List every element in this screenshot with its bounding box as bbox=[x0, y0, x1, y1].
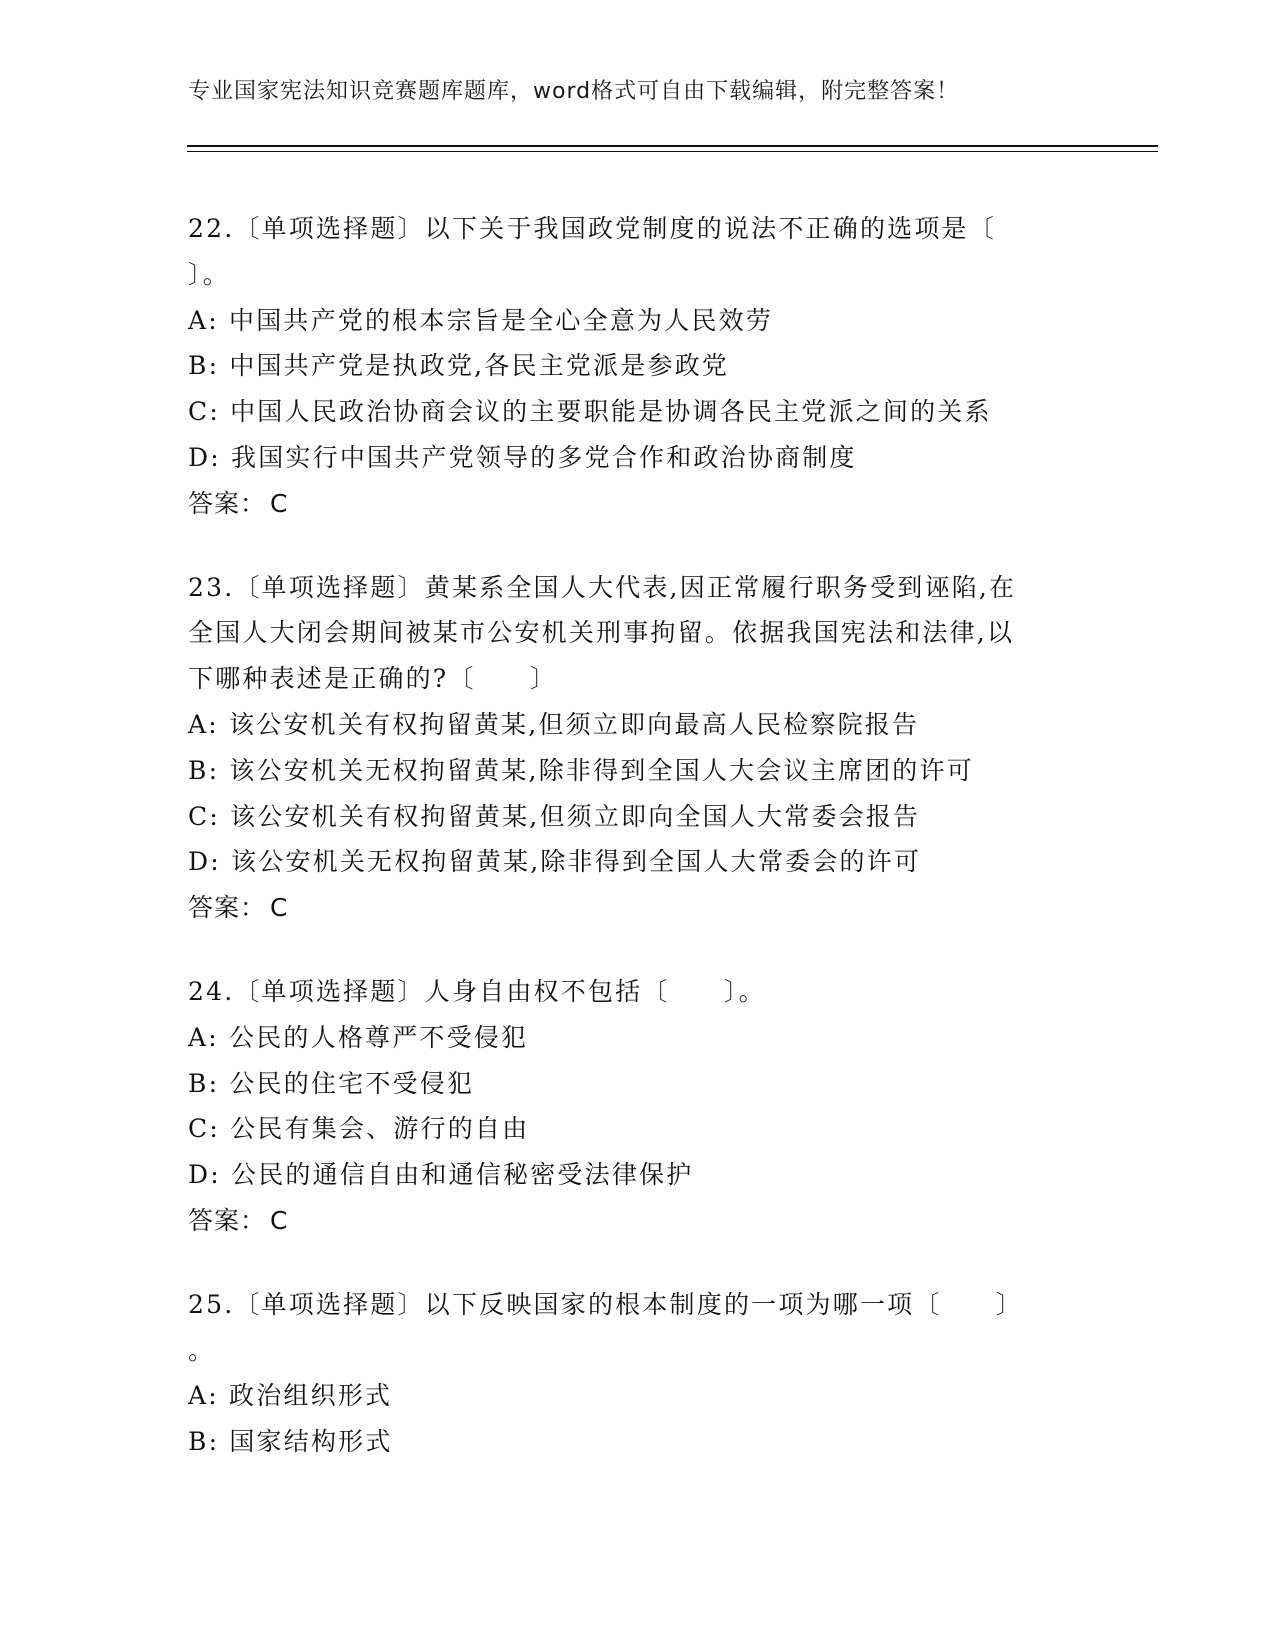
answer-value: C bbox=[270, 1205, 289, 1235]
option-b: B: 公民的住宅不受侵犯 bbox=[188, 1068, 475, 1098]
option-c: C: 中国人民政治协商会议的主要职能是协调各民主党派之间的关系 bbox=[188, 397, 992, 427]
question-stem-line: 下哪种表述是正确的?〔 〕 bbox=[188, 664, 558, 694]
option-c: C: 公民有集会、游行的自由 bbox=[188, 1114, 530, 1144]
header-divider-thin bbox=[187, 151, 1158, 152]
option-d: D: 该公安机关无权拘留黄某,除非得到全国人大常委会的许可 bbox=[188, 847, 922, 877]
answer-line bbox=[188, 885, 1088, 931]
question-24 bbox=[188, 969, 1088, 1244]
option-a: A: 公民的人格尊严不受侵犯 bbox=[188, 1022, 529, 1052]
question-stem-line: 24.〔单项选择题〕人身自由权不包括〔 〕。 bbox=[188, 976, 766, 1006]
option-d: D: 公民的通信自由和通信秘密受法律保护 bbox=[188, 1160, 694, 1190]
answer-value: C bbox=[270, 488, 289, 518]
header-divider bbox=[187, 145, 1158, 147]
option-a: A: 该公安机关有权拘留黄某,但须立即向最高人民检察院报告 bbox=[188, 709, 920, 739]
question-22 bbox=[188, 206, 1088, 527]
question-25 bbox=[188, 1282, 1088, 1465]
answer-value: C bbox=[270, 893, 289, 923]
question-stem-line: 25.〔单项选择题〕以下反映国家的根本制度的一项为哪一项〔 〕 bbox=[188, 1289, 1024, 1319]
option-b: B: 该公安机关无权拘留黄某,除非得到全国人大会议主席团的许可 bbox=[188, 755, 974, 785]
answer-line bbox=[188, 1198, 1088, 1244]
option-b: B: 中国共产党是执政党,各民主党派是参政党 bbox=[188, 351, 730, 381]
option-c: C: 该公安机关有权拘留黄某,但须立即向全国人大常委会报告 bbox=[188, 801, 921, 831]
answer-line bbox=[188, 481, 1088, 527]
answer-label: 答案： bbox=[188, 893, 267, 923]
page-header: 专业国家宪法知识竞赛题库题库，word格式可自由下载编辑，附完整答案！ bbox=[188, 79, 960, 104]
option-a: A: 中国共产党的根本宗旨是全心全意为人民效劳 bbox=[188, 305, 774, 335]
answer-label: 答案： bbox=[188, 488, 267, 518]
question-stem-line: 22.〔单项选择题〕以下关于我国政党制度的说法不正确的选项是〔 bbox=[188, 214, 996, 243]
question-23 bbox=[188, 565, 1088, 931]
option-b: B: 国家结构形式 bbox=[188, 1427, 393, 1457]
option-a: A: 政治组织形式 bbox=[188, 1381, 393, 1411]
question-stem-line: 。 bbox=[188, 1335, 216, 1365]
question-stem-line: 〕。 bbox=[188, 259, 230, 289]
question-stem-line: 全国人大闭会期间被某市公安机关刑事拘留。依据我国宪法和法律,以 bbox=[188, 618, 1015, 648]
answer-label: 答案： bbox=[188, 1205, 267, 1235]
question-stem-line: 23.〔单项选择题〕黄某系全国人大代表,因正常履行职务受到诬陷,在 bbox=[188, 572, 1017, 602]
option-d: D: 我国实行中国共产党领导的多党合作和政治协商制度 bbox=[188, 442, 857, 472]
question-list bbox=[188, 206, 1088, 1503]
